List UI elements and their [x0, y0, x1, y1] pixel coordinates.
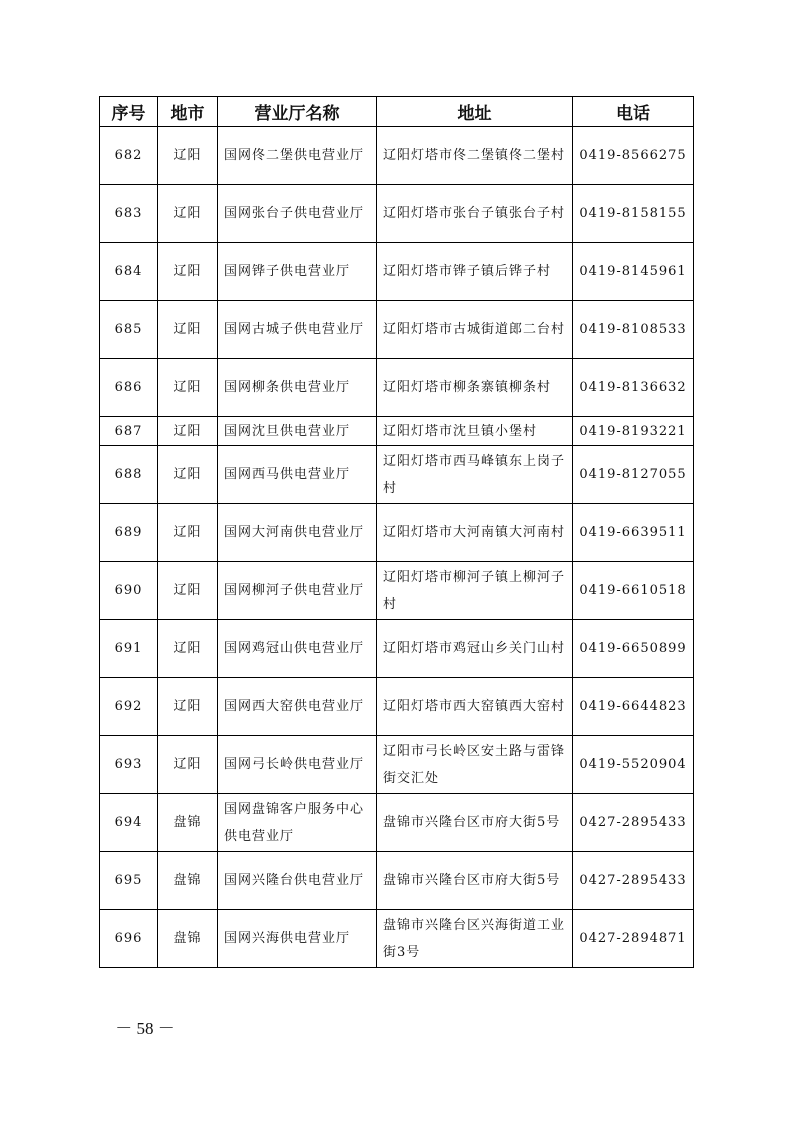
row-phone: 0427-2895433 — [573, 794, 694, 852]
row-hall-name: 国网盘锦客户服务中心供电营业厅 — [218, 794, 377, 852]
row-phone: 0419-8136632 — [573, 359, 694, 417]
row-serial: 686 — [100, 359, 158, 417]
row-hall-name: 国网鸡冠山供电营业厅 — [218, 620, 377, 678]
row-serial: 692 — [100, 678, 158, 736]
row-hall-name: 国网大河南供电营业厅 — [218, 504, 377, 562]
row-hall-name: 国网弓长岭供电营业厅 — [218, 736, 377, 794]
header-city: 地市 — [158, 97, 218, 127]
row-hall-name: 国网西大窑供电营业厅 — [218, 678, 377, 736]
row-hall-name: 国网铧子供电营业厅 — [218, 243, 377, 301]
row-hall-name: 国网柳条供电营业厅 — [218, 359, 377, 417]
row-phone: 0427-2895433 — [573, 852, 694, 910]
row-address: 辽阳灯塔市西马峰镇东上岗子村 — [377, 446, 573, 504]
row-address: 辽阳灯塔市铧子镇后铧子村 — [377, 243, 573, 301]
header-hall-name: 营业厅名称 — [218, 97, 377, 127]
table-row — [100, 910, 694, 968]
row-serial: 688 — [100, 446, 158, 504]
row-city: 辽阳 — [158, 562, 218, 620]
row-serial: 696 — [100, 910, 158, 968]
table-row — [100, 678, 694, 736]
row-hall-name: 国网西马供电营业厅 — [218, 446, 377, 504]
page-number: － 58 － — [115, 1019, 175, 1038]
table-row — [100, 562, 694, 620]
row-city: 辽阳 — [158, 417, 218, 446]
row-address: 盘锦市兴隆台区市府大街5号 — [377, 794, 573, 852]
row-phone: 0419-6610518 — [573, 562, 694, 620]
row-city: 辽阳 — [158, 185, 218, 243]
row-serial: 691 — [100, 620, 158, 678]
row-serial: 694 — [100, 794, 158, 852]
row-city: 辽阳 — [158, 504, 218, 562]
table-row — [100, 504, 694, 562]
table-row — [100, 417, 694, 446]
row-phone: 0427-2894871 — [573, 910, 694, 968]
header-address: 地址 — [377, 97, 573, 127]
row-city: 盘锦 — [158, 794, 218, 852]
table-row — [100, 736, 694, 794]
row-serial: 682 — [100, 127, 158, 185]
row-phone: 0419-8145961 — [573, 243, 694, 301]
row-address: 辽阳灯塔市张台子镇张台子村 — [377, 185, 573, 243]
row-hall-name: 国网兴隆台供电营业厅 — [218, 852, 377, 910]
row-address: 辽阳灯塔市柳条寨镇柳条村 — [377, 359, 573, 417]
table-header-row — [100, 97, 694, 127]
row-serial: 687 — [100, 417, 158, 446]
row-city: 辽阳 — [158, 243, 218, 301]
row-serial: 695 — [100, 852, 158, 910]
table-row — [100, 243, 694, 301]
row-address: 辽阳灯塔市佟二堡镇佟二堡村 — [377, 127, 573, 185]
row-city: 辽阳 — [158, 620, 218, 678]
row-city: 辽阳 — [158, 359, 218, 417]
header-serial: 序号 — [100, 97, 158, 127]
row-serial: 693 — [100, 736, 158, 794]
row-phone: 0419-5520904 — [573, 736, 694, 794]
row-phone: 0419-6639511 — [573, 504, 694, 562]
row-address: 辽阳灯塔市鸡冠山乡关门山村 — [377, 620, 573, 678]
row-hall-name: 国网沈旦供电营业厅 — [218, 417, 377, 446]
row-phone: 0419-8193221 — [573, 417, 694, 446]
table-row — [100, 794, 694, 852]
table-row — [100, 127, 694, 185]
row-city: 辽阳 — [158, 127, 218, 185]
table-row — [100, 301, 694, 359]
row-address: 盘锦市兴隆台区兴海街道工业街3号 — [377, 910, 573, 968]
row-hall-name: 国网张台子供电营业厅 — [218, 185, 377, 243]
row-address: 盘锦市兴隆台区市府大街5号 — [377, 852, 573, 910]
row-phone: 0419-6644823 — [573, 678, 694, 736]
row-city: 辽阳 — [158, 678, 218, 736]
row-phone: 0419-6650899 — [573, 620, 694, 678]
row-city: 辽阳 — [158, 736, 218, 794]
row-phone: 0419-8127055 — [573, 446, 694, 504]
row-address: 辽阳市弓长岭区安土路与雷锋街交汇处 — [377, 736, 573, 794]
table-row — [100, 446, 694, 504]
row-hall-name: 国网佟二堡供电营业厅 — [218, 127, 377, 185]
table-row — [100, 852, 694, 910]
row-serial: 683 — [100, 185, 158, 243]
row-address: 辽阳灯塔市大河南镇大河南村 — [377, 504, 573, 562]
row-serial: 689 — [100, 504, 158, 562]
table-row — [100, 359, 694, 417]
row-phone: 0419-8566275 — [573, 127, 694, 185]
service-hall-table — [99, 96, 694, 968]
table-row — [100, 185, 694, 243]
table-row — [100, 620, 694, 678]
row-serial: 690 — [100, 562, 158, 620]
row-city: 盘锦 — [158, 852, 218, 910]
row-phone: 0419-8108533 — [573, 301, 694, 359]
row-hall-name: 国网兴海供电营业厅 — [218, 910, 377, 968]
row-serial: 684 — [100, 243, 158, 301]
row-hall-name: 国网古城子供电营业厅 — [218, 301, 377, 359]
row-city: 辽阳 — [158, 301, 218, 359]
row-city: 盘锦 — [158, 910, 218, 968]
row-hall-name: 国网柳河子供电营业厅 — [218, 562, 377, 620]
row-address: 辽阳灯塔市柳河子镇上柳河子村 — [377, 562, 573, 620]
row-city: 辽阳 — [158, 446, 218, 504]
row-address: 辽阳灯塔市西大窑镇西大窑村 — [377, 678, 573, 736]
row-serial: 685 — [100, 301, 158, 359]
header-phone: 电话 — [573, 97, 694, 127]
row-address: 辽阳灯塔市古城街道郎二台村 — [377, 301, 573, 359]
row-address: 辽阳灯塔市沈旦镇小堡村 — [377, 417, 573, 446]
row-phone: 0419-8158155 — [573, 185, 694, 243]
